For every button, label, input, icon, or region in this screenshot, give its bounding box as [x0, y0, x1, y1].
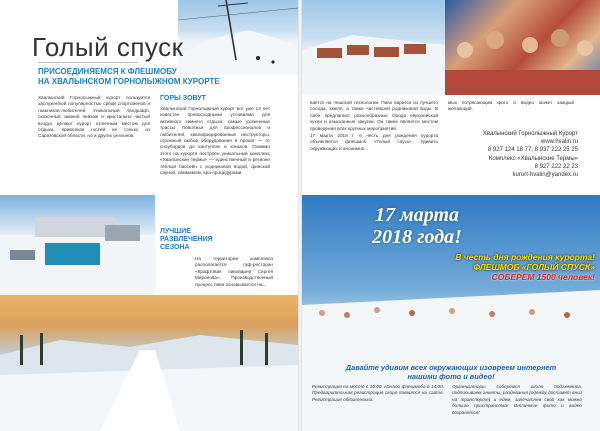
- ski-lift-photo: [178, 0, 298, 75]
- intro-paragraph: Хвалынский Горнолыжный курорт пользуется заслуженной популярностью среди спортсменов и лыжников-любителей. Уникальный ландшафт, сказочный зимний пейзаж и кристально чистый воздух делают курорт отличным местом для отдыха, привлекая гостей не только из Саратовской области, но и других регионов.: [38, 95, 150, 139]
- slogan-line-2: нашими фото и видео!: [407, 372, 495, 381]
- promo-line-1: В честь дня рождения курорта!: [455, 252, 595, 262]
- contact-resort-name: Хвалынский Горнолыжный Курорт: [482, 131, 578, 137]
- section2-text-block: [195, 256, 273, 288]
- title-rule: [38, 62, 138, 63]
- right-col1-paragraph-2: 17 марта 2018 г. в честь дня рождения курорта объявляется флешмоб «Голый спуск». Удивить окружающих и анонимно...: [310, 133, 438, 151]
- bottom-left-info: [312, 384, 444, 403]
- page-title: Голый спуск: [32, 32, 184, 62]
- slogan-line-1: Давайте удивим всех окружающих изовреем интернет: [345, 363, 557, 372]
- subtitle-line-2: НА ХВАЛЫНСКОМ ГОРНОЛЫЖНОМ КУРОРТЕ: [38, 77, 220, 86]
- contact-website[interactable]: www.hvalin.ru: [540, 139, 578, 146]
- event-date-line-2: 2018 года!: [372, 226, 462, 248]
- promo-line-2: ФЛЕШМОБ «ГОЛЫЙ СПУСК»: [473, 262, 595, 272]
- section2-heading-line-1: ЛУЧШИЕ: [160, 228, 191, 235]
- section1-text-block: [160, 106, 270, 176]
- section2-heading: [160, 228, 213, 252]
- event-date: [302, 204, 532, 248]
- ski-lift-illustration: [178, 0, 298, 75]
- slope-sunset-illustration: [0, 295, 298, 431]
- slope-sunset-photo: [0, 295, 298, 431]
- thermal-pool-photo: [0, 195, 155, 295]
- slogan-block: [302, 363, 600, 381]
- promo-line-3: СОБЕРЕМ 1500 человек!: [491, 272, 595, 282]
- bottom-right-paragraph: Организаторы соберемся около подъемника, подписываем анкеты, раздевания (одежду доставят вниз на транспорте) и едем, запечатлев свой как можно больше пространства! Отличные фото и видео сохранятся!: [452, 384, 582, 415]
- intro-text: [38, 95, 150, 140]
- right-col1-text: [310, 100, 438, 152]
- section2-heading-line-2: РАЗВЛЕЧЕНИЯ: [160, 236, 213, 243]
- right-col2-paragraph: мых потрясающим фото и видео может каждый желающий.: [448, 100, 574, 112]
- subtitle-line-1: ПРИСОЕДИНЯЕМСЯ К ФЛЕШМОБУ: [38, 67, 177, 76]
- contact-complex-name: Комплекс «Хвалынские Термы»: [488, 155, 578, 162]
- right-col1-paragraph: вается на чешской технологии. Пиво варится из лучшего солода, хмеля, а также чистейшей родниковой воды. В пабе предлагают разнообразные блюда европейской кухни и изысканные закуски. Он также является местом проведения всех крупных мероприятий.: [310, 100, 438, 131]
- pool-complex-illustration: [0, 195, 155, 295]
- section1-paragraph: Хвалынский Горнолыжный курорт вот уже 13 лет известен превосходными условиями для активного зимнего отдыха: самые ухоженные трассы Поволжья для профессионалов и любителей, квалифицированные инструкторы, огромный выбор оборудования в прокат — от сноубордов до кантуплек и коньков. Помимо этого на курорте построен уникальный комплекс «Хвалынские термы» — единственный в регионе тёплый бассейн с родниковой водой, финской сауной, хаммамом, spa-процедурами.: [160, 106, 270, 176]
- right-col2-text: [448, 100, 574, 113]
- ski-resort-houses-photo: [302, 0, 445, 95]
- crowd-illustration: [445, 0, 600, 95]
- contact-email[interactable]: kurort-hvalin@yandex.ru: [512, 172, 578, 179]
- event-date-line-1: 17 марта: [375, 204, 459, 226]
- section2-paragraph: На территории комплекса располагается гаф-ресторан «Крафтовая пивоварня Сергея Миронова». Производственный процесс пива основывается на...: [195, 256, 273, 287]
- promo-block: [330, 252, 595, 282]
- resort-houses-illustration: [302, 0, 445, 95]
- contacts-block: [440, 130, 578, 179]
- section2-heading-line-3: СЕЗОНА: [160, 244, 190, 251]
- bottom-right-info: [452, 384, 582, 416]
- contact-complex-phone: 8 927 222 22 23: [534, 163, 578, 170]
- crowd-photo: [445, 0, 600, 95]
- section1-heading: ГОРЫ ЗОВУТ: [160, 95, 206, 102]
- contact-phones: 8 927 124 18 77; 8 937 222 25 25: [487, 147, 578, 154]
- bottom-left-paragraph: Регистрация на месте с 10:00. Начало флешмоба в 14:00. Предварительная регистрация скоро появится на сайте. Регистрация обязательна.: [312, 384, 444, 402]
